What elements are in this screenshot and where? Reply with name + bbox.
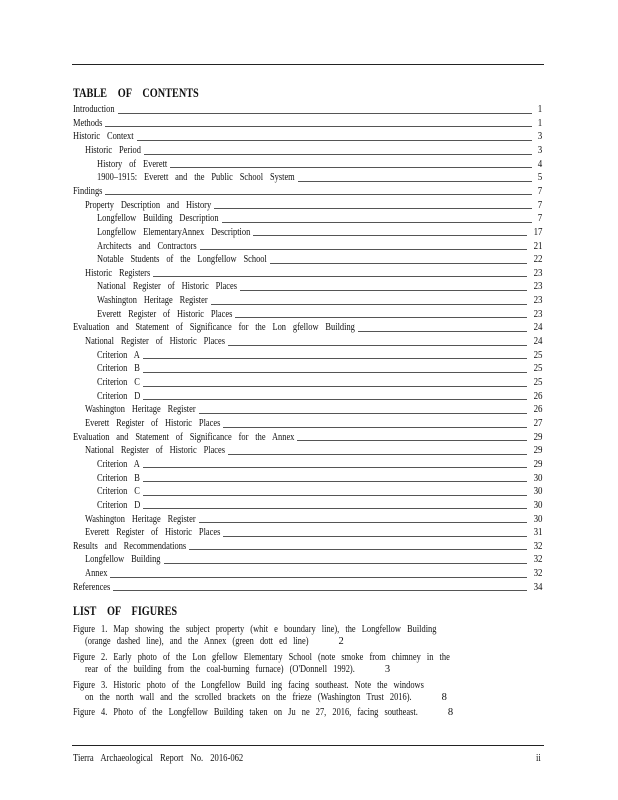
toc-leader-line [164, 563, 528, 564]
toc-entry[interactable] [97, 472, 542, 486]
toc-leader-line [143, 508, 527, 509]
toc-leader-line [253, 235, 527, 236]
toc-entry[interactable] [73, 431, 542, 445]
toc-entry-page: 30 [533, 472, 542, 484]
toc-entry[interactable] [73, 117, 542, 131]
toc-entry[interactable] [97, 349, 542, 363]
toc-entry-title: Property Description and History [85, 199, 212, 211]
toc-entry-title: Annex [85, 568, 108, 580]
toc-entry-title: Longfellow ElementaryAnnex Description [97, 226, 251, 238]
toc-entry-page: 31 [533, 527, 542, 539]
toc-entry-page: 27 [533, 417, 542, 429]
toc-leader-line [118, 113, 532, 114]
toc-entry-title: Notable Students of the Longfellow School [97, 254, 267, 266]
toc-entry-page: 7 [537, 199, 542, 211]
toc-entry-page: 7 [537, 185, 542, 197]
toc-leader-line [143, 399, 527, 400]
toc-leader-line [211, 304, 527, 305]
toc-entry[interactable] [85, 267, 542, 281]
toc-entry[interactable] [85, 513, 542, 527]
toc-entry-page: 23 [533, 281, 542, 293]
figure-caption-line: Figure 4. Photo of the Longfellow Building taken on Ju ne 27, 2016, facing southeast. [73, 707, 418, 718]
toc-entry[interactable] [97, 458, 542, 472]
toc-leader-line [105, 126, 531, 127]
toc-entry-page: 23 [533, 267, 542, 279]
toc-leader-line [143, 467, 527, 468]
toc-entry-title: Criterion D [97, 390, 141, 402]
toc-entry[interactable] [97, 294, 542, 308]
toc-entry-page: 32 [533, 568, 542, 580]
toc-entry-title: Methods [73, 117, 103, 129]
toc-entry-page: 23 [533, 295, 542, 307]
toc-entry-page: 24 [533, 322, 542, 334]
figure-entry[interactable] [73, 707, 543, 719]
toc-entry-title: Criterion A [97, 349, 140, 361]
toc-entry-title: Everett Register of Historic Places [85, 527, 221, 539]
toc-leader-line [214, 208, 531, 209]
toc-entry-page: 17 [533, 226, 542, 238]
toc-leader-line [270, 263, 527, 264]
toc-entry-title: References [73, 581, 111, 593]
toc-entry-page: 29 [533, 431, 542, 443]
toc-entry-page: 30 [533, 499, 542, 511]
figure-caption-line: Figure 2. Early photo of the Lon gfellow Elementary School (note smoke from chimney in the [73, 652, 450, 663]
toc-entry[interactable] [97, 308, 542, 322]
toc-entry[interactable] [73, 103, 542, 117]
toc-leader-line [137, 140, 532, 141]
toc-entry-title: 1900–1915: Everett and the Public School System [97, 172, 295, 184]
toc-entry-page: 5 [537, 172, 542, 184]
toc-entry-page: 30 [533, 486, 542, 498]
figure-entry[interactable] [73, 680, 543, 704]
toc-leader-line [199, 522, 527, 523]
figure-caption-line: rear of the building from the coal-burning furnace) (O'Donnell 1992). [85, 664, 355, 675]
toc-entry[interactable] [97, 362, 542, 376]
toc-entry-title: Everett Register of Historic Places [97, 308, 233, 320]
toc-entry-title: Criterion C [97, 486, 140, 498]
figure-entry-page: 3 [384, 664, 391, 675]
toc-entry-page: 1 [537, 104, 542, 115]
toc-leader-line [200, 249, 527, 250]
toc-entry[interactable] [97, 253, 542, 267]
figure-caption-line: Figure 3. Historic photo of the Longfellow Build ing facing southeast. Note the windows [73, 680, 424, 691]
toc-entry-page: 29 [533, 458, 542, 470]
toc-entry-page: 4 [537, 158, 542, 170]
toc-entry[interactable] [97, 158, 542, 172]
toc-entry-title: Architects and Contractors [97, 240, 197, 252]
toc-entry-title: Longfellow Building [85, 554, 161, 566]
toc-entry-page: 3 [537, 131, 542, 143]
toc-leader-line [143, 495, 527, 496]
toc-entry-page: 21 [533, 240, 542, 252]
toc-leader-line [143, 358, 527, 359]
toc-entry-title: History of Everett [97, 158, 168, 170]
toc-leader-line [105, 194, 531, 195]
toc-entry-page: 32 [533, 540, 542, 552]
footer-page-number: ii [536, 753, 541, 764]
toc-entry[interactable] [73, 185, 542, 199]
toc-entry[interactable] [85, 199, 542, 213]
toc-leader-line [297, 440, 527, 441]
toc-entry-title: National Register of Historic Places [97, 281, 238, 293]
toc-entry[interactable] [73, 130, 542, 144]
toc-leader-line [222, 222, 532, 223]
figures-heading: LIST OF FIGURES [73, 604, 178, 618]
toc-entry-title: Criterion B [97, 363, 140, 375]
figure-caption-line: (orange dashed line), and the Annex (green dott ed line) [85, 636, 309, 647]
toc-entry-page: 26 [533, 404, 542, 416]
toc-entry-title: Everett Register of Historic Places [85, 417, 221, 429]
toc-entry[interactable] [85, 567, 542, 581]
toc-entry-title: Historic Period [85, 144, 141, 156]
toc-entry[interactable] [85, 144, 542, 158]
toc-leader-line [223, 427, 527, 428]
toc-entry-title: Historic Context [73, 131, 134, 143]
toc-entry-page: 32 [533, 554, 542, 566]
toc-leader-line [110, 577, 527, 578]
toc-entry-page: 1 [537, 117, 542, 129]
toc-entry[interactable] [97, 390, 542, 404]
toc-entry[interactable] [85, 444, 542, 458]
toc-leader-line [144, 154, 532, 155]
toc-entry-page: 22 [533, 254, 542, 266]
toc-leader-line [358, 331, 527, 332]
toc-entry-title: Washington Heritage Register [85, 513, 196, 525]
toc-entry[interactable] [97, 499, 542, 513]
toc-leader-line [153, 276, 527, 277]
toc-entry-page: 25 [533, 349, 542, 361]
toc-entry-title: Criterion A [97, 458, 140, 470]
figure-entry-page: 8 [441, 692, 447, 703]
toc-entry[interactable] [97, 280, 542, 294]
toc-entry-page: 26 [533, 390, 542, 402]
toc-entry-title: Criterion C [97, 377, 140, 388]
figure-entry[interactable] [73, 624, 543, 648]
toc-entry-title: National Register of Historic Places [85, 336, 226, 348]
toc-entry-title: Historic Registers [85, 267, 151, 279]
toc-entry[interactable] [73, 540, 542, 554]
figure-entry[interactable] [73, 652, 543, 676]
toc-entry[interactable] [73, 581, 542, 595]
toc-entry[interactable] [97, 485, 542, 499]
toc-leader-line [298, 181, 532, 182]
toc-entry[interactable] [85, 553, 542, 567]
toc-entry[interactable] [97, 240, 542, 254]
figure-entry-page: 2 [338, 636, 344, 647]
toc-entry[interactable] [85, 335, 542, 349]
toc-entry[interactable] [97, 212, 542, 226]
toc-leader-line [189, 549, 527, 550]
toc-entry-page: 23 [533, 308, 542, 320]
toc-entry-page: 24 [533, 336, 542, 348]
toc-entry-title: Introduction [73, 104, 115, 115]
figure-caption-line: Figure 1. Map showing the subject property (whit e boundary line), the Longfellow Building [73, 624, 437, 635]
toc-entry[interactable] [97, 171, 542, 185]
toc-entry-title: Washington Heritage Register [97, 295, 208, 307]
toc-leader-line [223, 536, 527, 537]
toc-entry[interactable] [73, 321, 542, 335]
toc-leader-line [170, 167, 531, 168]
toc-entry-title: Washington Heritage Register [85, 404, 196, 416]
toc-entry-title: Criterion D [97, 499, 141, 511]
toc-entry-page: 34 [533, 581, 542, 593]
toc-entry-page: 7 [537, 213, 542, 225]
toc-entry-title: Results and Recommendations [73, 540, 187, 552]
toc-leader-line [143, 386, 527, 387]
toc-entry[interactable] [85, 403, 542, 417]
toc-heading: TABLE OF CONTENTS [73, 86, 199, 100]
toc-entry[interactable] [97, 226, 542, 240]
toc-leader-line [113, 590, 527, 591]
figure-entry-page: 8 [447, 707, 454, 718]
toc-entry-page: 25 [533, 377, 542, 388]
toc-entry[interactable] [85, 417, 542, 431]
toc-entry[interactable] [85, 526, 542, 540]
toc-entry-page: 29 [533, 445, 542, 457]
toc-entry-title: Criterion B [97, 472, 140, 484]
footer-report-number: Tierra Archaeological Report No. 2016-062 [73, 753, 244, 764]
toc-entry-title: Evaluation and Statement of Significance for the Lon gfellow Building [73, 322, 355, 334]
toc-leader-line [240, 290, 527, 291]
toc-entry-page: 30 [533, 513, 542, 525]
toc-leader-line [235, 317, 527, 318]
toc-entry-title: Evaluation and Statement of Significance for the Annex [73, 431, 295, 443]
toc-entry-title: Longfellow Building Description [97, 213, 219, 225]
toc-entry-page: 3 [537, 144, 542, 156]
toc-leader-line [199, 413, 527, 414]
toc-leader-line [228, 454, 527, 455]
toc-entry-page: 25 [533, 363, 542, 375]
toc-entry-title: Findings [73, 185, 103, 197]
toc-leader-line [143, 372, 527, 373]
figure-caption-line: on the north wall and the scrolled brackets on the frieze (Washington Trust 2016). [85, 692, 412, 703]
toc-leader-line [228, 345, 527, 346]
toc-entry[interactable] [97, 376, 542, 390]
footer-rule [72, 745, 544, 746]
toc-entry-title: National Register of Historic Places [85, 445, 226, 457]
header-rule [72, 64, 544, 65]
toc-leader-line [143, 481, 527, 482]
